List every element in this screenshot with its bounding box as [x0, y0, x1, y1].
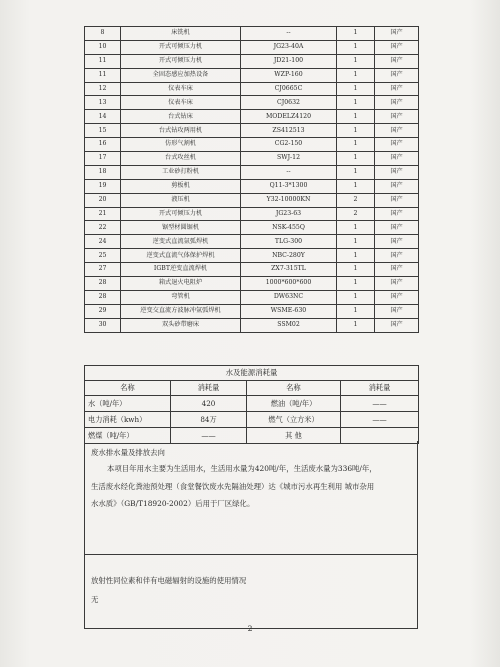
- equipment-no: 12: [85, 82, 121, 96]
- equipment-qty: 1: [337, 249, 375, 263]
- equipment-model: TLG-300: [241, 235, 337, 249]
- equipment-qty: 1: [337, 40, 375, 54]
- equipment-origin: 国产: [375, 179, 419, 193]
- fuel-oil-label: 燃油（吨/年）: [247, 396, 341, 412]
- equipment-model: MODELZ4120: [241, 110, 337, 124]
- equipment-model: --: [241, 165, 337, 179]
- equipment-no: 28: [85, 277, 121, 291]
- equipment-qty: 1: [337, 152, 375, 166]
- water-value: 420: [171, 396, 247, 412]
- equipment-model: WSME-630: [241, 304, 337, 318]
- equipment-no: 30: [85, 318, 121, 332]
- equipment-qty: 1: [337, 165, 375, 179]
- equipment-model: WZP-160: [241, 68, 337, 82]
- equipment-model: ZS412513: [241, 124, 337, 138]
- gas-label: 燃气（立方米）: [247, 412, 341, 428]
- equipment-name: 逆变交直流方波脉冲氩弧焊机: [121, 304, 241, 318]
- header-name: 名称: [85, 381, 171, 396]
- equipment-qty: 1: [337, 82, 375, 96]
- equipment-origin: 国产: [375, 27, 419, 41]
- equipment-qty: 1: [337, 54, 375, 68]
- equipment-origin: 国产: [375, 68, 419, 82]
- table-row: [85, 165, 419, 179]
- radiation-section: [84, 555, 418, 629]
- equipment-model: 1000*600*600: [241, 277, 337, 291]
- equipment-qty: 1: [337, 304, 375, 318]
- equipment-qty: 1: [337, 27, 375, 41]
- equipment-no: 10: [85, 40, 121, 54]
- equipment-qty: 1: [337, 68, 375, 82]
- table-row: [85, 277, 419, 291]
- equipment-model: Q11-3*1300: [241, 179, 337, 193]
- gas-value: ——: [341, 412, 419, 428]
- wastewater-line: 本项目年用水主要为生活用水，生活用水量为420吨/年，生活废水量为336吨/年，: [107, 464, 377, 473]
- equipment-no: 14: [85, 110, 121, 124]
- equipment-origin: 国产: [375, 152, 419, 166]
- wastewater-text: [91, 460, 413, 513]
- equipment-no: 16: [85, 138, 121, 152]
- equipment-origin: 国产: [375, 221, 419, 235]
- equipment-name: 弯管机: [121, 290, 241, 304]
- equipment-origin: 国产: [375, 82, 419, 96]
- table-row: [85, 179, 419, 193]
- equipment-qty: 1: [337, 221, 375, 235]
- equipment-model: SSM02: [241, 318, 337, 332]
- equipment-no: 8: [85, 27, 121, 41]
- equipment-origin: 国产: [375, 138, 419, 152]
- equipment-name: 全固态感应加热设备: [121, 68, 241, 82]
- wastewater-line: 生活废水经化粪池预处理（食堂餐饮废水先隔油处理）达《城市污水再生利用 城市杂用: [91, 481, 375, 491]
- equipment-origin: 国产: [375, 110, 419, 124]
- equipment-origin: 国产: [375, 165, 419, 179]
- table-row: [85, 138, 419, 152]
- equipment-model: --: [241, 27, 337, 41]
- equipment-no: 27: [85, 263, 121, 277]
- equipment-origin: 国产: [375, 96, 419, 110]
- equipment-no: 24: [85, 235, 121, 249]
- equipment-model: Y32-10000KN: [241, 193, 337, 207]
- page-number: 2: [247, 624, 253, 633]
- water-energy-table: [84, 365, 419, 444]
- table-row: [85, 263, 419, 277]
- equipment-name: 锯型材圆锯机: [121, 221, 241, 235]
- equipment-origin: 国产: [375, 193, 419, 207]
- equipment-origin: 国产: [375, 249, 419, 263]
- equipment-qty: 1: [337, 96, 375, 110]
- table-row: [85, 152, 419, 166]
- equipment-name: 仪表车床: [121, 82, 241, 96]
- equipment-origin: 国产: [375, 54, 419, 68]
- table-row: [85, 96, 419, 110]
- wastewater-line: 水水质》（GB/T18920-2002）后用于厂区绿化。: [91, 499, 255, 508]
- equipment-qty: 1: [337, 290, 375, 304]
- equipment-origin: 国产: [375, 40, 419, 54]
- equipment-model: NBC-280Y: [241, 249, 337, 263]
- table-row: [85, 221, 419, 235]
- equipment-model: CJ0665C: [241, 82, 337, 96]
- wastewater-section: [84, 441, 418, 555]
- table-row: [85, 40, 419, 54]
- table-row: [85, 318, 419, 332]
- equipment-model: JG23-63: [241, 207, 337, 221]
- equipment-origin: 国产: [375, 207, 419, 221]
- table-row: [85, 110, 419, 124]
- equipment-origin: 国产: [375, 318, 419, 332]
- equipment-qty: 1: [337, 263, 375, 277]
- equipment-table: [84, 26, 419, 333]
- equipment-origin: 国产: [375, 304, 419, 318]
- equipment-model: NSK-455Q: [241, 221, 337, 235]
- table-row: [85, 27, 419, 41]
- table-row: [85, 249, 419, 263]
- equipment-model: JG23-40A: [241, 40, 337, 54]
- equipment-qty: 1: [337, 318, 375, 332]
- equipment-no: 19: [85, 179, 121, 193]
- equipment-name: 床铣机: [121, 27, 241, 41]
- equipment-name: 箱式退火电阻炉: [121, 277, 241, 291]
- equipment-name: 双头砂带磨床: [121, 318, 241, 332]
- equipment-name: 台式钻床: [121, 110, 241, 124]
- equipment-no: 11: [85, 54, 121, 68]
- equipment-name: 开式可倾压力机: [121, 54, 241, 68]
- equipment-qty: 1: [337, 179, 375, 193]
- equipment-qty: 1: [337, 110, 375, 124]
- equipment-origin: 国产: [375, 263, 419, 277]
- equipment-model: ZX7-315TL: [241, 263, 337, 277]
- equipment-no: 20: [85, 193, 121, 207]
- fuel-oil-value: ——: [341, 396, 419, 412]
- table-row: [85, 124, 419, 138]
- equipment-qty: 1: [337, 235, 375, 249]
- equipment-no: 29: [85, 304, 121, 318]
- equipment-origin: 国产: [375, 124, 419, 138]
- equipment-model: SWJ-12: [241, 152, 337, 166]
- equipment-name: 台式钻攻两用机: [121, 124, 241, 138]
- equipment-origin: 国产: [375, 235, 419, 249]
- equipment-name: 液压机: [121, 193, 241, 207]
- equipment-name: 工业砂打粉机: [121, 165, 241, 179]
- header-amount-2: 消耗量: [341, 381, 419, 396]
- table-row: [85, 82, 419, 96]
- equipment-name: 剪板机: [121, 179, 241, 193]
- equipment-qty: 1: [337, 138, 375, 152]
- electricity-value: 84万: [171, 412, 247, 428]
- equipment-no: 11: [85, 68, 121, 82]
- equipment-no: 18: [85, 165, 121, 179]
- equipment-no: 13: [85, 96, 121, 110]
- equipment-origin: 国产: [375, 277, 419, 291]
- table-row: [85, 68, 419, 82]
- equipment-qty: 2: [337, 207, 375, 221]
- equipment-no: 22: [85, 221, 121, 235]
- equipment-model: CG2-150: [241, 138, 337, 152]
- equipment-qty: 2: [337, 193, 375, 207]
- other-label: 其 他: [247, 428, 341, 444]
- equipment-no: 17: [85, 152, 121, 166]
- table-row: [85, 235, 419, 249]
- equipment-model: CJ0632: [241, 96, 337, 110]
- radiation-content: 无: [91, 595, 99, 604]
- coal-value: ——: [171, 428, 247, 444]
- header-name-2: 名称: [247, 381, 341, 396]
- equipment-model: DW63NC: [241, 290, 337, 304]
- equipment-no: 25: [85, 249, 121, 263]
- equipment-no: 15: [85, 124, 121, 138]
- water-energy-title: 水及能源消耗量: [85, 366, 419, 381]
- equipment-name: 仿形气割机: [121, 138, 241, 152]
- table-row: [85, 207, 419, 221]
- table-row: [85, 304, 419, 318]
- table-row: [85, 54, 419, 68]
- equipment-origin: 国产: [375, 290, 419, 304]
- equipment-no: 28: [85, 290, 121, 304]
- radiation-title: 放射性同位素和伴有电磁辐射的设施的使用情况: [91, 576, 247, 585]
- equipment-name: 逆变式直流氩弧焊机: [121, 235, 241, 249]
- equipment-model: JD21-100: [241, 54, 337, 68]
- equipment-name: 开式可倾压力机: [121, 40, 241, 54]
- electricity-label: 电力消耗（kwh）: [85, 412, 171, 428]
- table-row: [85, 193, 419, 207]
- equipment-name: IGBT逆变直流焊机: [121, 263, 241, 277]
- equipment-name: 逆变式直流气体保护焊机: [121, 249, 241, 263]
- equipment-name: 开式可倾压力机: [121, 207, 241, 221]
- equipment-name: 台式攻丝机: [121, 152, 241, 166]
- equipment-qty: 1: [337, 124, 375, 138]
- coal-label: 燃煤（吨/年）: [85, 428, 171, 444]
- header-amount: 消耗量: [171, 381, 247, 396]
- table-row: [85, 290, 419, 304]
- water-label: 水（吨/年）: [85, 396, 171, 412]
- equipment-no: 21: [85, 207, 121, 221]
- wastewater-title: 废水排水量及排放去向: [91, 448, 165, 457]
- equipment-name: 仪表车床: [121, 96, 241, 110]
- equipment-qty: 1: [337, 277, 375, 291]
